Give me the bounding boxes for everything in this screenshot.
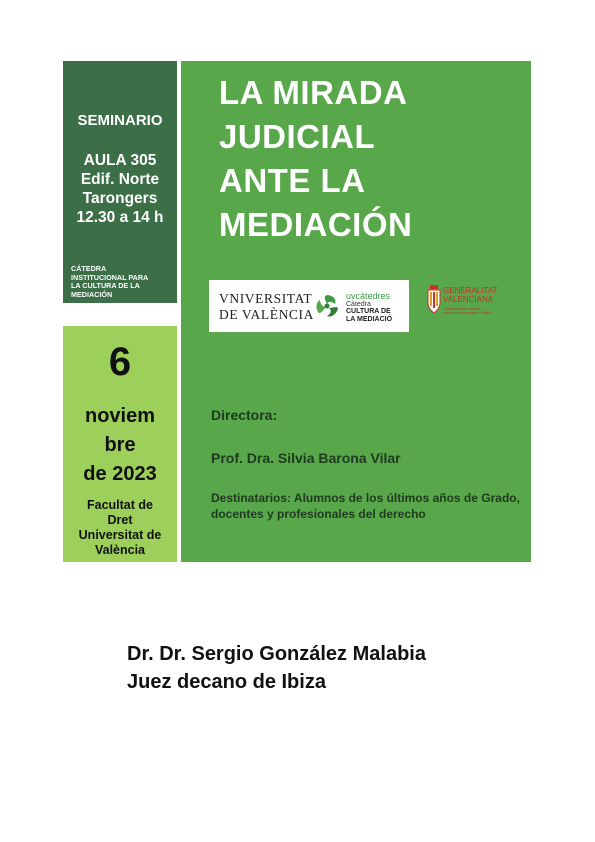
conselleria-line: Interior i Administració Pública bbox=[443, 311, 492, 316]
catedra-line: MEDIACIÓN bbox=[71, 289, 113, 299]
speaker-name: Dr. Dr. Sergio González Malabia bbox=[127, 643, 426, 665]
catedra-swirl-icon bbox=[313, 292, 341, 320]
campus-label: Tarongers bbox=[82, 190, 158, 207]
venue-line: Dret bbox=[107, 513, 133, 527]
catedra-small-label: Càtedra bbox=[346, 301, 371, 308]
event-type-label: SEMINARIO bbox=[77, 112, 163, 129]
poster-title bbox=[219, 71, 412, 247]
conselleria-name bbox=[443, 307, 491, 316]
time-label: 12.30 a 14 h bbox=[76, 209, 164, 226]
venue-line: Facultat de bbox=[87, 498, 153, 512]
uvcatedres-label: uvcàtedres bbox=[346, 291, 391, 301]
title-line: ANTE LA bbox=[219, 162, 366, 199]
catedra-line: INSTITUCIONAL PARA bbox=[71, 272, 149, 282]
title-line: MEDIACIÓN bbox=[219, 206, 413, 243]
university-name-line: DE VALÈNCIA bbox=[219, 307, 314, 322]
audience-text: Destinatarios: Alumnos de los últimos años de Grado, docentes y profesionales del derecho bbox=[211, 491, 520, 521]
room-label: AULA 305 bbox=[83, 152, 157, 169]
generalitat-line: VALENCIANA bbox=[443, 294, 494, 304]
university-logo bbox=[209, 280, 409, 332]
university-name-line: VNIVERSITAT bbox=[219, 291, 313, 306]
event-day: 6 bbox=[108, 340, 132, 384]
seminar-poster bbox=[63, 61, 531, 562]
generalitat-line: GENERALITAT bbox=[443, 286, 498, 295]
main-panel bbox=[181, 61, 531, 562]
catedra-name-line: CULTURA DE bbox=[346, 308, 391, 316]
year-line: de 2023 bbox=[83, 463, 157, 485]
generalitat-name bbox=[443, 287, 497, 304]
venue-label bbox=[63, 498, 177, 558]
director-label: Directora: bbox=[211, 407, 278, 423]
event-month-year bbox=[63, 402, 177, 489]
speaker-block bbox=[127, 640, 426, 696]
catedra-name-line: LA MEDIACIÓ bbox=[346, 315, 393, 323]
catedra-line: LA CULTURA DE LA bbox=[71, 281, 140, 291]
venue-line: Universitat de bbox=[78, 528, 162, 542]
generalitat-logo bbox=[427, 279, 527, 325]
venue-line: València bbox=[94, 543, 146, 557]
catedra-label bbox=[71, 265, 173, 299]
location-block bbox=[63, 151, 177, 227]
speaker-role: Juez decano de Ibiza bbox=[127, 671, 326, 693]
catedra-line: CÁTEDRA bbox=[71, 264, 107, 273]
building-label: Edif. Norte bbox=[80, 171, 160, 188]
month-line: bre bbox=[104, 434, 136, 456]
date-panel bbox=[63, 326, 177, 562]
title-line: LA MIRADA bbox=[219, 74, 408, 111]
conselleria-line: Conselleria de Justícia, bbox=[443, 307, 481, 311]
info-panel bbox=[63, 61, 177, 303]
month-line: noviem bbox=[84, 405, 156, 427]
catedra-logo-text bbox=[346, 291, 392, 323]
director-name: Prof. Dra. Silvia Barona Vilar bbox=[211, 450, 401, 466]
title-line: JUDICIAL bbox=[219, 118, 376, 155]
generalitat-shield-icon bbox=[427, 285, 441, 315]
